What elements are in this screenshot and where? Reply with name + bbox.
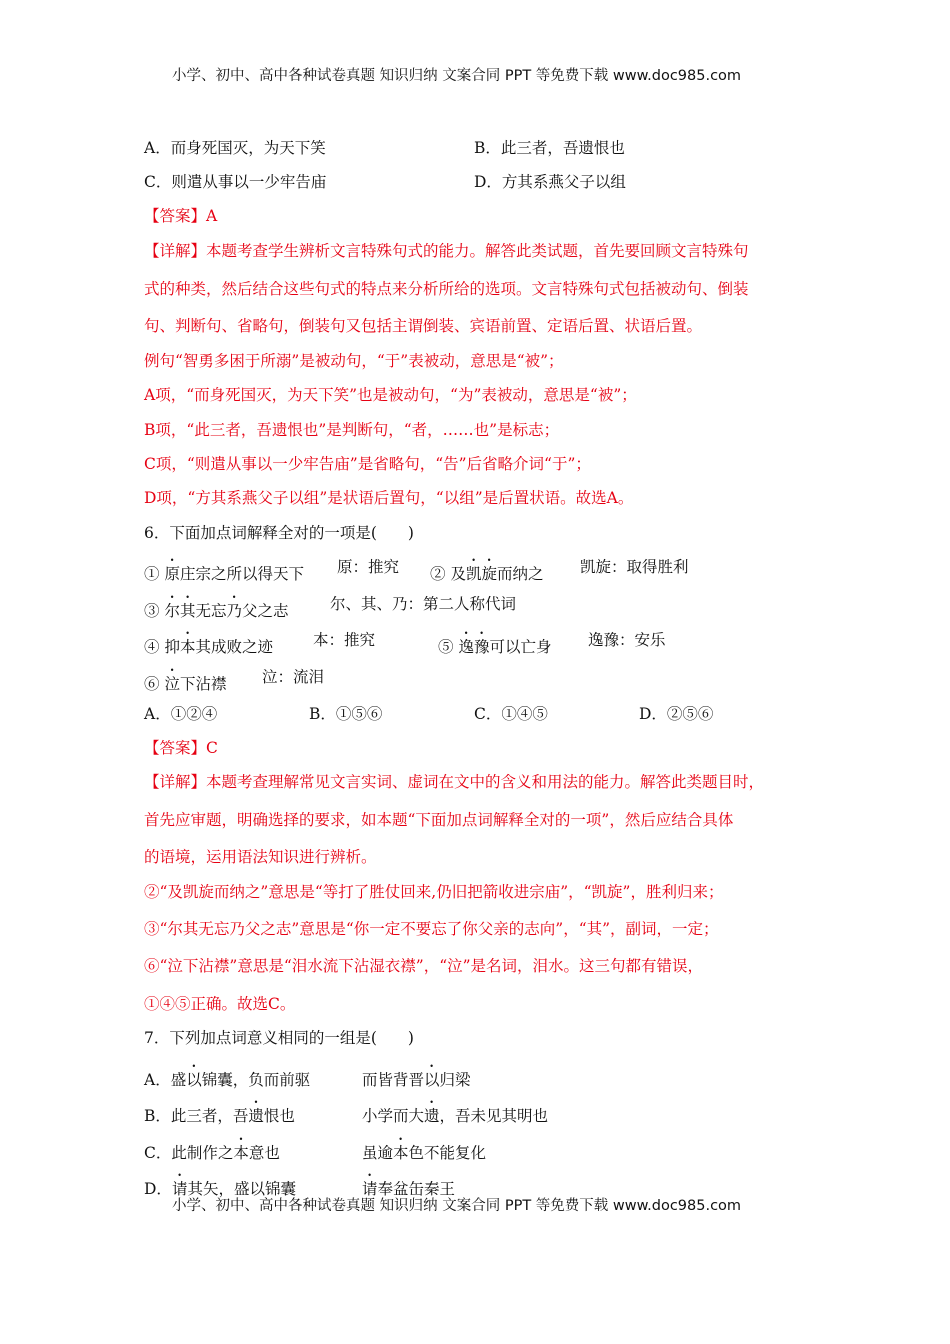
item-number: ③ <box>144 602 160 620</box>
q6-option-c: C．①④⑤ <box>474 705 548 723</box>
q6-items-row-4 <box>144 666 844 693</box>
q5-detail-line: 句、判断句、省略句，倒装句又包括主谓倒装、宾语前置、定语后置、状语后置。 <box>144 317 703 335</box>
option-text: 其矢，盛以锦囊 <box>187 1180 296 1198</box>
dotted-word: 凯旋 <box>465 565 497 583</box>
dotted-word: 遗 <box>248 1107 264 1125</box>
q6-item-2-gloss: 凯旋：取得胜利 <box>580 558 689 576</box>
item-number: ① <box>144 565 160 583</box>
item-text: 庄宗之所以得天下 <box>179 565 304 583</box>
q6-items-row-2 <box>144 593 844 620</box>
dotted-word: 请 <box>171 1180 188 1198</box>
dotted-word: 原 <box>164 565 180 583</box>
q6-detail-line: ⑥“泣下沾襟”意思是“泪水流下沾湿衣襟”，“泣”是名词，泪水。这三句都有错误， <box>144 957 704 975</box>
q5-detail-line: 【详解】本题考查学生辨析文言特殊句式的能力。解答此类试题，首先要回顾文言特殊句 <box>144 242 749 260</box>
q7-option-a <box>144 1062 744 1089</box>
q7-option-c <box>144 1135 744 1162</box>
dotted-word: 本 <box>233 1144 249 1162</box>
q7-question: 7．下列加点词意义相同的一组是( ) <box>144 1029 414 1047</box>
option-text: 奉盆缶秦王 <box>377 1180 456 1198</box>
option-text: 盛 <box>170 1071 187 1089</box>
option-text: 小学而大 <box>362 1107 425 1125</box>
option-label: B． <box>144 1107 171 1125</box>
q6-detail-line: ①④⑤正确。故选C。 <box>144 995 296 1013</box>
item-text: 抑 <box>164 638 180 656</box>
dotted-word: 本 <box>179 638 196 656</box>
option-label: C． <box>144 1144 172 1162</box>
q5-detail-line: A项，“而身死国灭，为天下笑”也是被动句，“为”表被动，意思是“被”； <box>144 386 637 404</box>
item-number: ⑤ <box>438 638 454 656</box>
dotted-word: 遗 <box>424 1107 440 1125</box>
dotted-word: 请 <box>362 1180 378 1198</box>
page-footer: 小学、初中、高中各种试卷真题 知识归纳 文案合同 PPT 等免费下载 www.doc985.com <box>172 1198 742 1214</box>
option-text: 锦囊，负而前驱 <box>201 1071 311 1089</box>
dotted-word: 乃 <box>226 602 242 620</box>
dotted-word: 尔其 <box>164 602 196 620</box>
q5-option-c: C．则遣从事以一少牢告庙 <box>144 173 327 191</box>
option-text: ，吾未见其明也 <box>439 1107 549 1125</box>
q5-answer: 【答案】A <box>144 207 218 225</box>
q6-items-row-3 <box>144 629 844 656</box>
q6-items-row-1 <box>144 556 844 583</box>
item-text: 可以亡身 <box>489 638 552 656</box>
option-text: 恨也 <box>263 1107 295 1125</box>
item-text: 其成败之迹 <box>195 638 273 656</box>
option-text: 而皆背晋 <box>362 1071 425 1089</box>
q6-item-3 <box>144 593 289 622</box>
item-number: ④ <box>144 638 160 656</box>
option-label: D． <box>144 1180 172 1198</box>
q5-detail-line: B项，“此三者，吾遗恨也”是判断句，“者，……也”是标志； <box>144 421 560 439</box>
q5-detail-line: 例句“智勇多困于所溺”是被动句，“于”表被动，意思是“被”； <box>144 352 564 370</box>
q6-item-4 <box>144 629 273 658</box>
option-label: A． <box>144 1071 171 1089</box>
dotted-word: 泣 <box>164 675 180 693</box>
q5-option-d: D．方其系燕父子以组 <box>474 173 626 191</box>
q6-item-5-gloss: 逸豫：安乐 <box>588 631 666 649</box>
q5-detail-line: 式的种类，然后结合这些句式的特点来分析所给的选项。文言特殊句式包括被动句、倒装 <box>144 280 749 298</box>
item-number: ⑥ <box>144 675 160 693</box>
q6-option-d: D．②⑤⑥ <box>639 705 714 723</box>
q6-item-1 <box>144 556 304 585</box>
q6-detail-line: 首先应审题，明确选择的要求，如本题“下面加点词解释全对的一项”，然后应结合具体 <box>144 811 734 829</box>
q6-item-3-gloss: 尔、其、乃：第二人称代词 <box>330 595 517 613</box>
item-text: 而纳之 <box>496 565 544 583</box>
page-header: 小学、初中、高中各种试卷真题 知识归纳 文案合同 PPT 等免费下载 www.doc985.com <box>172 68 742 84</box>
option-text: 此制作之 <box>171 1144 234 1162</box>
item-text: 及 <box>450 565 466 583</box>
q6-answer: 【答案】C <box>144 739 218 757</box>
q6-item-2 <box>430 556 544 585</box>
q5-detail-line: D项，“方其系燕父子以组”是状语后置句，“以组”是后置状语。故选A。 <box>144 489 634 507</box>
q6-item-5 <box>438 629 551 658</box>
option-text: 色不能复化 <box>408 1144 487 1162</box>
option-text: 意也 <box>248 1144 280 1162</box>
q7-option-b <box>144 1098 744 1125</box>
item-text: 无忘 <box>195 602 227 620</box>
q7-option-d <box>144 1171 744 1198</box>
dotted-word: 以 <box>186 1071 202 1089</box>
q5-detail-line: C项，“则遣从事以一少牢告庙”是省略句，“告”后省略介词“于”； <box>144 455 591 473</box>
q6-item-1-gloss: 原：推究 <box>337 558 400 576</box>
q5-option-a: A．而身死国灭，为天下笑 <box>144 139 326 157</box>
q6-item-6 <box>144 666 226 695</box>
dotted-word: 本 <box>393 1144 409 1162</box>
q6-option-a: A．①②④ <box>144 705 218 723</box>
item-text: 父之志 <box>242 602 289 620</box>
option-text: 虽逾 <box>362 1144 394 1162</box>
q6-item-4-gloss: 本：推究 <box>313 631 376 649</box>
q6-detail-line: ②“及凯旋而纳之”意思是“等打了胜仗回来,仍旧把箭收进宗庙”，“凯旋”，胜利归来； <box>144 883 724 901</box>
item-text: 下沾襟 <box>179 675 227 693</box>
q6-option-b: B．①⑤⑥ <box>309 705 383 723</box>
dotted-word: 以 <box>424 1071 440 1089</box>
q6-question: 6．下面加点词解释全对的一项是( ) <box>144 524 414 542</box>
q5-option-b: B．此三者，吾遗恨也 <box>474 139 625 157</box>
q6-item-6-gloss: 泣：流泪 <box>262 668 325 686</box>
q6-detail-line: 的语境，运用语法知识进行辨析。 <box>144 848 377 866</box>
q6-detail-line: ③“尔其无忘乃父之志”意思是“你一定不要忘了你父亲的志向”，“其”，副词，一定； <box>144 920 719 938</box>
q6-detail-line: 【详解】本题考查理解常见文言实词、虚词在文中的含义和用法的能力。解答此类题目时， <box>144 773 765 791</box>
option-text: 此三者，吾 <box>170 1107 249 1125</box>
item-number: ② <box>430 565 446 583</box>
option-text: 归梁 <box>439 1071 471 1089</box>
dotted-word: 逸豫 <box>458 638 490 656</box>
